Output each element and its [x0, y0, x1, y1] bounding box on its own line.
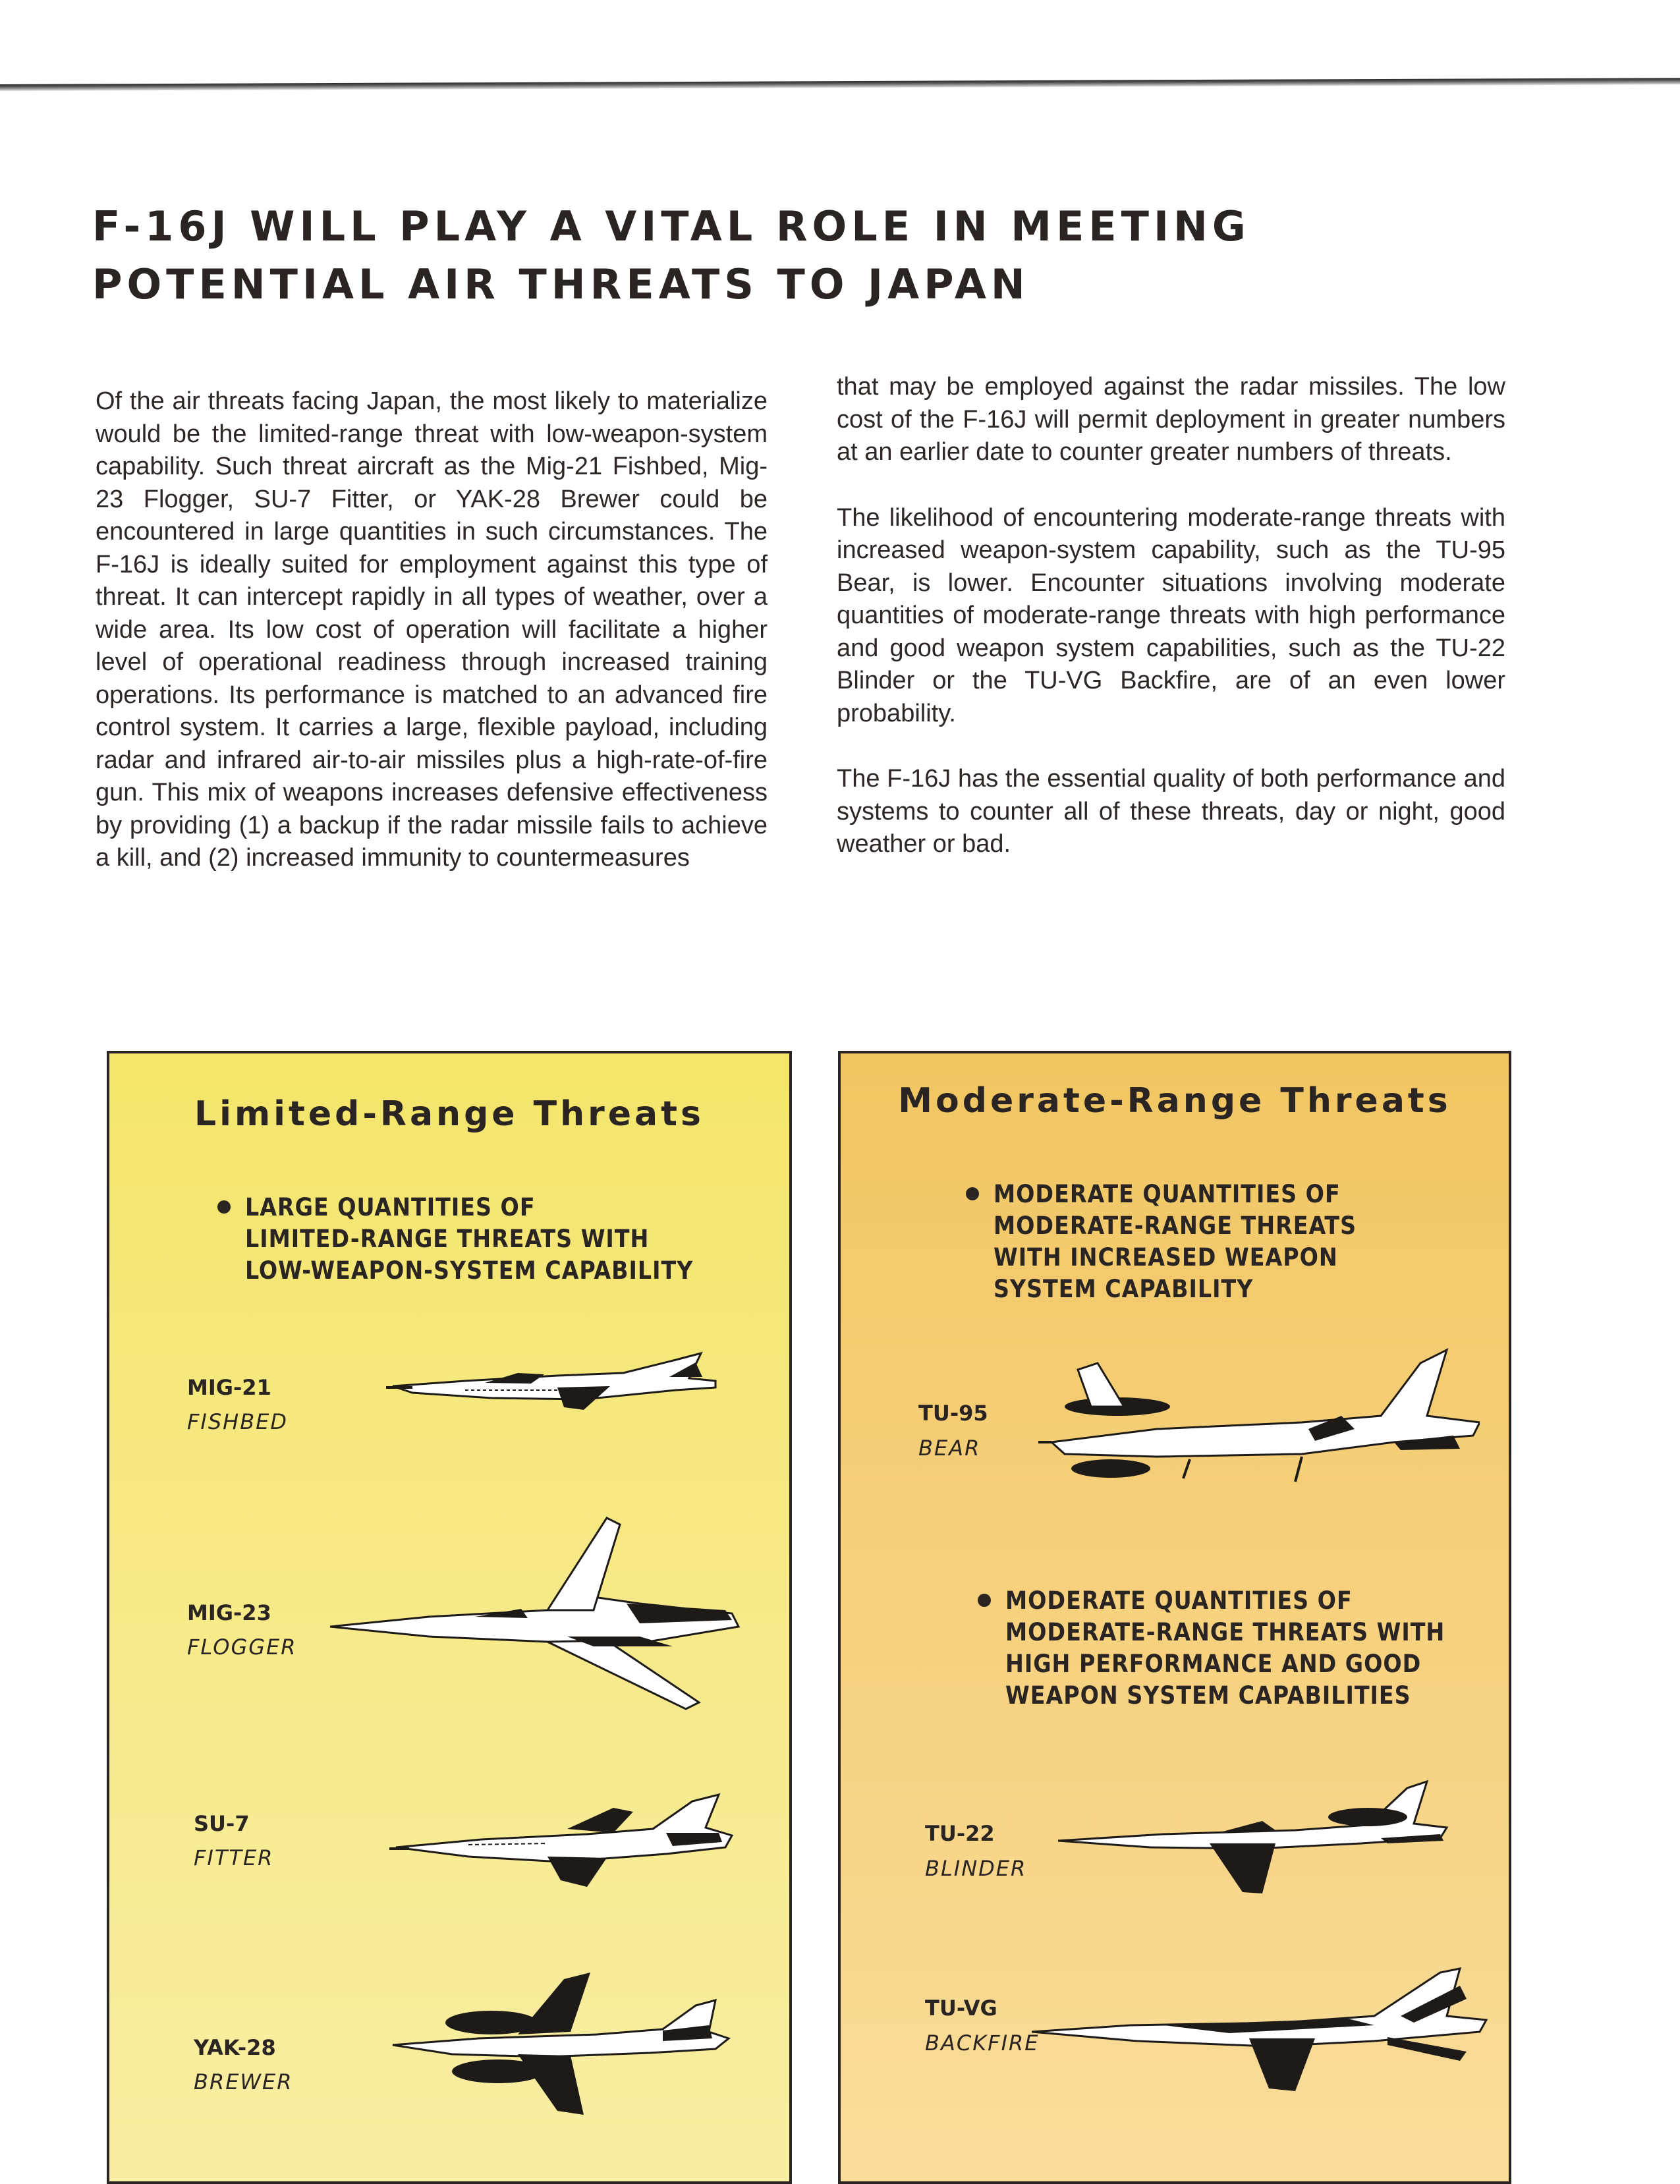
panel-bullet — [1005, 1585, 1445, 1712]
bullet-line: MODERATE QUANTITIES OF — [1005, 1586, 1353, 1615]
aircraft-name: FLOGGER — [187, 1635, 297, 1660]
panel-bullet — [245, 1192, 693, 1287]
tuvg-silhouette-icon — [1032, 1959, 1493, 2104]
body-paragraph: The likelihood of encountering moderate-range threats with increased weapon-system capability, such as the TU-95 Bear, is lower. Encounter situations involving moderate quantities of moderate-range threats with high performance and good weapon system capabilities, such as the TU-22 Blinder or the TU-VG Backfire, are of an even lower probability. — [837, 503, 1505, 727]
body-column-right — [837, 371, 1505, 894]
bullet-dot-icon — [966, 1187, 979, 1200]
aircraft-code: YAK-28 — [194, 2035, 276, 2060]
bullet-line: LOW-WEAPON-SYSTEM CAPABILITY — [245, 1256, 694, 1285]
bullet-line: HIGH PERFORMANCE AND GOOD — [1005, 1650, 1422, 1678]
bullet-dot-icon — [217, 1200, 231, 1214]
aircraft-code: TU-VG — [925, 1996, 997, 2021]
panel-title: Limited-Range Threats — [194, 1094, 704, 1134]
aircraft-name: BREWER — [194, 2069, 293, 2094]
aircraft-code: MIG-21 — [187, 1375, 271, 1400]
su7-silhouette-icon — [389, 1788, 745, 1900]
body-paragraph: The F-16J has the essential quality of both performance and systems to counter all of these threats, day or night, good weather or bad. — [837, 765, 1505, 858]
limited-range-panel — [107, 1051, 792, 2184]
bullet-line: LARGE QUANTITIES OF — [245, 1193, 536, 1221]
aircraft-name: FITTER — [194, 1845, 274, 1870]
aircraft-code: SU-7 — [194, 1811, 250, 1836]
page-headline — [92, 198, 1410, 314]
bullet-dot-icon — [978, 1594, 991, 1607]
panel-title: Moderate-Range Threats — [898, 1081, 1451, 1121]
body-paragraph: that may be employed against the radar missiles. The low cost of the F-16J will permit deployment in greater numbers at an earlier date to counter greater numbers of threats. — [837, 373, 1505, 466]
aircraft-code: MIG-23 — [187, 1600, 271, 1625]
mig21-silhouette-icon — [386, 1347, 729, 1426]
bullet-line: LIMITED-RANGE THREATS WITH — [245, 1225, 650, 1253]
bullet-line: WEAPON SYSTEM CAPABILITIES — [1005, 1681, 1411, 1710]
aircraft-name: FISHBED — [187, 1409, 289, 1434]
aircraft-code: TU-95 — [918, 1401, 988, 1426]
aircraft-name: BACKFIRE — [925, 2030, 1040, 2056]
tu22-silhouette-icon — [1058, 1775, 1453, 1907]
bullet-line: MODERATE QUANTITIES OF — [994, 1180, 1341, 1208]
yak28-silhouette-icon — [386, 1966, 742, 2124]
aircraft-code: TU-22 — [925, 1821, 995, 1846]
body-paragraph: Of the air threats facing Japan, the most likely to materialize would be the limited-range threat with low-weapon-system capability. Such threat aircraft as the Mig-21 Fishbed, Mig-23 Flogger, SU-7 Fitter, or YAK-28 Brewer could be encountered in large quantities in such circumstances. The F-16J is ideally suited for employment against this type of threat. It can intercept rapidly in all types of weather, over a wide area. Its low cost of operation will facilitate a higher level of operational readiness through increased training operations. Its performance is matched to an advanced fire control system. It carries a large, flexible payload, including radar and infrared air-to-air missiles plus a high-rate-of-fire gun. This mix of weapons increases defensive effectiveness by providing (1) a backup if the radar missile fails to achieve a kill, and (2) increased immunity to countermeasures — [96, 387, 768, 872]
body-column-left — [96, 385, 768, 908]
aircraft-name: BEAR — [918, 1436, 981, 1461]
bullet-line: MODERATE-RANGE THREATS — [994, 1212, 1357, 1240]
tu95-silhouette-icon — [1025, 1343, 1480, 1508]
page-edge — [0, 78, 1680, 91]
bullet-line: WITH INCREASED WEAPON — [994, 1243, 1338, 1272]
mig23-silhouette-icon — [330, 1511, 752, 1722]
bullet-line: SYSTEM CAPABILITY — [994, 1275, 1254, 1303]
headline-line-1: F-16J WILL PLAY A VITAL ROLE IN MEETING — [92, 202, 1250, 250]
bullet-line: MODERATE-RANGE THREATS WITH — [1005, 1618, 1445, 1646]
headline-line-2: POTENTIAL AIR THREATS TO JAPAN — [92, 260, 1030, 308]
panel-bullet — [994, 1179, 1357, 1305]
moderate-range-panel — [838, 1051, 1511, 2184]
aircraft-name: BLINDER — [925, 1856, 1027, 1881]
